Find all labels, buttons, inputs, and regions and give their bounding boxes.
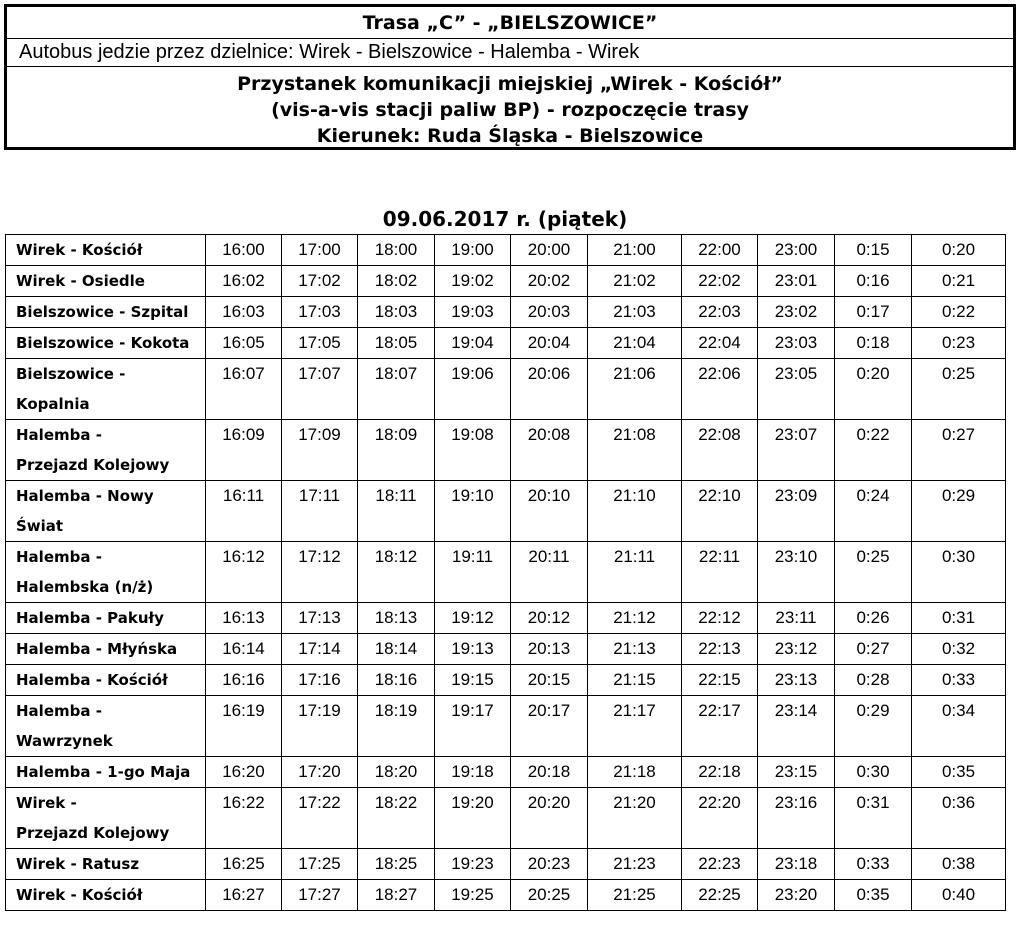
- departure-time-cell: 22:15: [682, 665, 758, 696]
- departure-time-cell: 23:00: [758, 235, 835, 266]
- departure-time-cell: 17:05: [282, 328, 358, 359]
- departure-time-cell: 21:20: [588, 788, 682, 849]
- departure-time-cell: 16:19: [206, 696, 282, 757]
- departure-time-cell: 19:06: [435, 359, 511, 420]
- departure-time-cell: 16:25: [206, 849, 282, 880]
- stop-name-cell: [6, 542, 206, 603]
- stop-name-cell: Wirek - Kościół: [6, 880, 206, 911]
- start-stop-line-1: Przystanek komunikacji miejskiej „Wirek - Kościół”: [237, 73, 783, 95]
- departure-time-cell: 0:18: [835, 328, 912, 359]
- departure-time-cell: 0:33: [835, 849, 912, 880]
- departure-time-cell: 21:11: [588, 542, 682, 603]
- stop-name-cell: Halemba - Kościół: [6, 665, 206, 696]
- departure-time-cell: 0:23: [912, 328, 1006, 359]
- departure-time-cell: 0:30: [912, 542, 1006, 603]
- departure-time-cell: 0:22: [912, 297, 1006, 328]
- departure-time-cell: 18:02: [358, 266, 435, 297]
- timetable: [5, 234, 1006, 911]
- departure-time-cell: 19:08: [435, 420, 511, 481]
- departure-time-cell: 21:04: [588, 328, 682, 359]
- departure-time-cell: 0:16: [835, 266, 912, 297]
- departure-time-cell: 20:06: [511, 359, 588, 420]
- stop-name-cell: Bielszowice - Szpital: [6, 297, 206, 328]
- route-title: Trasa „C” - „BIELSZOWICE”: [7, 7, 1013, 39]
- table-row: [6, 757, 1006, 788]
- departure-time-cell: 18:00: [358, 235, 435, 266]
- departure-time-cell: 23:13: [758, 665, 835, 696]
- departure-time-cell: 19:20: [435, 788, 511, 849]
- departure-time-cell: 0:29: [835, 696, 912, 757]
- departure-time-cell: 17:14: [282, 634, 358, 665]
- stop-name-cell: [6, 481, 206, 542]
- departure-time-cell: 18:03: [358, 297, 435, 328]
- departure-time-cell: 23:14: [758, 696, 835, 757]
- stop-name-line-2: Przejazd Kolejowy: [16, 456, 170, 474]
- departure-time-cell: 21:12: [588, 603, 682, 634]
- stop-name-cell: [6, 696, 206, 757]
- departure-time-cell: 0:30: [835, 757, 912, 788]
- stop-name-line-1: Bielszowice -: [16, 365, 126, 383]
- departure-time-cell: 19:02: [435, 266, 511, 297]
- departure-time-cell: 22:08: [682, 420, 758, 481]
- table-row: [6, 297, 1006, 328]
- departure-time-cell: 19:25: [435, 880, 511, 911]
- departure-time-cell: 22:23: [682, 849, 758, 880]
- departure-time-cell: 21:25: [588, 880, 682, 911]
- departure-time-cell: 0:25: [912, 359, 1006, 420]
- departure-time-cell: 17:09: [282, 420, 358, 481]
- departure-time-cell: 19:15: [435, 665, 511, 696]
- departure-time-cell: 16:07: [206, 359, 282, 420]
- departure-time-cell: 21:02: [588, 266, 682, 297]
- stop-name-cell: [6, 788, 206, 849]
- departure-time-cell: 20:17: [511, 696, 588, 757]
- table-row: [6, 788, 1006, 849]
- departure-time-cell: 22:04: [682, 328, 758, 359]
- departure-time-cell: 21:08: [588, 420, 682, 481]
- departure-time-cell: 21:17: [588, 696, 682, 757]
- departure-time-cell: 22:12: [682, 603, 758, 634]
- table-row: [6, 603, 1006, 634]
- stop-name-cell: Halemba - 1-go Maja: [6, 757, 206, 788]
- departure-time-cell: 21:15: [588, 665, 682, 696]
- departure-time-cell: 17:16: [282, 665, 358, 696]
- departure-time-cell: 22:18: [682, 757, 758, 788]
- departure-time-cell: 0:27: [835, 634, 912, 665]
- departure-time-cell: 19:17: [435, 696, 511, 757]
- departure-time-cell: 18:19: [358, 696, 435, 757]
- departure-time-cell: 0:17: [835, 297, 912, 328]
- departure-time-cell: 18:27: [358, 880, 435, 911]
- departure-time-cell: 0:31: [835, 788, 912, 849]
- departure-time-cell: 18:09: [358, 420, 435, 481]
- departure-time-cell: 20:00: [511, 235, 588, 266]
- departure-time-cell: 20:08: [511, 420, 588, 481]
- departure-time-cell: 16:02: [206, 266, 282, 297]
- departure-time-cell: 17:22: [282, 788, 358, 849]
- departure-time-cell: 0:28: [835, 665, 912, 696]
- departure-time-cell: 16:22: [206, 788, 282, 849]
- departure-time-cell: 16:12: [206, 542, 282, 603]
- departure-time-cell: 0:24: [835, 481, 912, 542]
- table-row: [6, 849, 1006, 880]
- departure-time-cell: 17:11: [282, 481, 358, 542]
- departure-time-cell: 17:20: [282, 757, 358, 788]
- departure-time-cell: 21:13: [588, 634, 682, 665]
- departure-time-cell: 0:25: [835, 542, 912, 603]
- departure-time-cell: 20:03: [511, 297, 588, 328]
- departure-time-cell: 20:20: [511, 788, 588, 849]
- stop-name-line-1: Halemba - Nowy: [16, 487, 154, 505]
- departure-time-cell: 22:13: [682, 634, 758, 665]
- departure-time-cell: 0:32: [912, 634, 1006, 665]
- stop-name-line-1: Halemba -: [16, 702, 102, 720]
- departure-time-cell: 21:10: [588, 481, 682, 542]
- stop-name-cell: [6, 359, 206, 420]
- departure-time-cell: 18:07: [358, 359, 435, 420]
- departure-time-cell: 17:13: [282, 603, 358, 634]
- table-row: [6, 266, 1006, 297]
- departure-time-cell: 16:20: [206, 757, 282, 788]
- departure-time-cell: 20:13: [511, 634, 588, 665]
- table-row: [6, 359, 1006, 420]
- departure-time-cell: 19:12: [435, 603, 511, 634]
- stop-name-cell: Halemba - Pakuły: [6, 603, 206, 634]
- departure-time-cell: 18:20: [358, 757, 435, 788]
- departure-time-cell: 23:07: [758, 420, 835, 481]
- departure-time-cell: 21:23: [588, 849, 682, 880]
- table-row: [6, 665, 1006, 696]
- stop-name-cell: Wirek - Ratusz: [6, 849, 206, 880]
- departure-time-cell: 17:00: [282, 235, 358, 266]
- stop-name-cell: Wirek - Kościół: [6, 235, 206, 266]
- stop-name-cell: Halemba - Młyńska: [6, 634, 206, 665]
- departure-time-cell: 18:16: [358, 665, 435, 696]
- departure-time-cell: 20:02: [511, 266, 588, 297]
- departure-time-cell: 16:27: [206, 880, 282, 911]
- departure-time-cell: 16:16: [206, 665, 282, 696]
- departure-time-cell: 22:02: [682, 266, 758, 297]
- departure-time-cell: 19:00: [435, 235, 511, 266]
- table-row: [6, 420, 1006, 481]
- departure-time-cell: 22:00: [682, 235, 758, 266]
- departure-time-cell: 22:11: [682, 542, 758, 603]
- stop-name-line-1: Halemba -: [16, 548, 102, 566]
- departure-time-cell: 17:02: [282, 266, 358, 297]
- departure-time-cell: 0:40: [912, 880, 1006, 911]
- departure-time-cell: 18:11: [358, 481, 435, 542]
- departure-time-cell: 17:19: [282, 696, 358, 757]
- departure-time-cell: 0:21: [912, 266, 1006, 297]
- departure-time-cell: 19:11: [435, 542, 511, 603]
- table-row: [6, 696, 1006, 757]
- departure-time-cell: 18:13: [358, 603, 435, 634]
- start-stop-line-2: (vis-a-vis stacji paliw BP) - rozpoczęcie trasy: [271, 99, 749, 121]
- table-row: [6, 235, 1006, 266]
- departure-time-cell: 19:03: [435, 297, 511, 328]
- route-header-box: [4, 4, 1016, 150]
- departure-time-cell: 22:06: [682, 359, 758, 420]
- stop-name-line-2: Kopalnia: [16, 395, 90, 413]
- departure-time-cell: 22:17: [682, 696, 758, 757]
- departure-time-cell: 0:35: [835, 880, 912, 911]
- departure-time-cell: 20:04: [511, 328, 588, 359]
- departure-time-cell: 23:03: [758, 328, 835, 359]
- departure-time-cell: 18:05: [358, 328, 435, 359]
- departure-time-cell: 23:01: [758, 266, 835, 297]
- departure-time-cell: 22:25: [682, 880, 758, 911]
- departure-time-cell: 20:25: [511, 880, 588, 911]
- departure-time-cell: 0:35: [912, 757, 1006, 788]
- departure-time-cell: 20:15: [511, 665, 588, 696]
- departure-time-cell: 0:36: [912, 788, 1006, 849]
- stop-name-cell: Bielszowice - Kokota: [6, 328, 206, 359]
- start-stop-info: [7, 67, 1013, 149]
- table-row: [6, 542, 1006, 603]
- departure-time-cell: 23:18: [758, 849, 835, 880]
- departure-time-cell: 23:16: [758, 788, 835, 849]
- departure-time-cell: 23:05: [758, 359, 835, 420]
- departure-time-cell: 20:23: [511, 849, 588, 880]
- departure-time-cell: 20:12: [511, 603, 588, 634]
- departure-time-cell: 16:11: [206, 481, 282, 542]
- departure-time-cell: 20:18: [511, 757, 588, 788]
- departure-time-cell: 17:03: [282, 297, 358, 328]
- stop-name-line-2: Wawrzynek: [16, 732, 113, 750]
- departure-time-cell: 19:04: [435, 328, 511, 359]
- departure-time-cell: 16:14: [206, 634, 282, 665]
- departure-time-cell: 0:31: [912, 603, 1006, 634]
- departure-time-cell: 17:25: [282, 849, 358, 880]
- departure-time-cell: 17:27: [282, 880, 358, 911]
- departure-time-cell: 19:13: [435, 634, 511, 665]
- departure-time-cell: 18:25: [358, 849, 435, 880]
- departure-time-cell: 17:12: [282, 542, 358, 603]
- departure-time-cell: 0:20: [912, 235, 1006, 266]
- stop-name-line-1: Halemba -: [16, 426, 102, 444]
- table-row: [6, 880, 1006, 911]
- stop-name-line-1: Wirek -: [16, 794, 77, 812]
- departure-time-cell: 0:33: [912, 665, 1006, 696]
- departure-time-cell: 22:03: [682, 297, 758, 328]
- departure-time-cell: 18:14: [358, 634, 435, 665]
- departure-time-cell: 0:26: [835, 603, 912, 634]
- departure-time-cell: 23:11: [758, 603, 835, 634]
- departure-time-cell: 16:03: [206, 297, 282, 328]
- departure-time-cell: 0:22: [835, 420, 912, 481]
- departure-time-cell: 0:20: [835, 359, 912, 420]
- departure-time-cell: 0:15: [835, 235, 912, 266]
- departure-time-cell: 18:22: [358, 788, 435, 849]
- departure-time-cell: 20:11: [511, 542, 588, 603]
- departure-time-cell: 19:18: [435, 757, 511, 788]
- route-districts: Autobus jedzie przez dzielnice: Wirek - Bielszowice - Halemba - Wirek: [7, 39, 1013, 67]
- departure-time-cell: 21:03: [588, 297, 682, 328]
- stop-name-cell: [6, 420, 206, 481]
- departure-time-cell: 23:02: [758, 297, 835, 328]
- table-row: [6, 634, 1006, 665]
- departure-time-cell: 19:10: [435, 481, 511, 542]
- departure-time-cell: 16:09: [206, 420, 282, 481]
- departure-time-cell: 23:09: [758, 481, 835, 542]
- departure-time-cell: 21:06: [588, 359, 682, 420]
- departure-time-cell: 0:38: [912, 849, 1006, 880]
- table-row: [6, 481, 1006, 542]
- stop-name-cell: Wirek - Osiedle: [6, 266, 206, 297]
- schedule-date: 09.06.2017 r. (piątek): [382, 207, 628, 231]
- departure-time-cell: 22:10: [682, 481, 758, 542]
- departure-time-cell: 0:34: [912, 696, 1006, 757]
- departure-time-cell: 16:00: [206, 235, 282, 266]
- departure-time-cell: 17:07: [282, 359, 358, 420]
- departure-time-cell: 0:29: [912, 481, 1006, 542]
- stop-name-line-2: Przejazd Kolejowy: [16, 824, 170, 842]
- departure-time-cell: 16:13: [206, 603, 282, 634]
- departure-time-cell: 23:15: [758, 757, 835, 788]
- departure-time-cell: 16:05: [206, 328, 282, 359]
- table-row: [6, 328, 1006, 359]
- timetable-body: [6, 235, 1006, 911]
- departure-time-cell: 21:18: [588, 757, 682, 788]
- departure-time-cell: 22:20: [682, 788, 758, 849]
- departure-time-cell: 18:12: [358, 542, 435, 603]
- departure-time-cell: 20:10: [511, 481, 588, 542]
- departure-time-cell: 0:27: [912, 420, 1006, 481]
- departure-time-cell: 21:00: [588, 235, 682, 266]
- departure-time-cell: 23:20: [758, 880, 835, 911]
- departure-time-cell: 23:10: [758, 542, 835, 603]
- departure-time-cell: 19:23: [435, 849, 511, 880]
- direction-line: Kierunek: Ruda Śląska - Bielszowice: [316, 125, 704, 147]
- stop-name-line-2: Halembska (n/ż): [16, 578, 154, 596]
- departure-time-cell: 23:12: [758, 634, 835, 665]
- stop-name-line-2: Świat: [16, 517, 64, 535]
